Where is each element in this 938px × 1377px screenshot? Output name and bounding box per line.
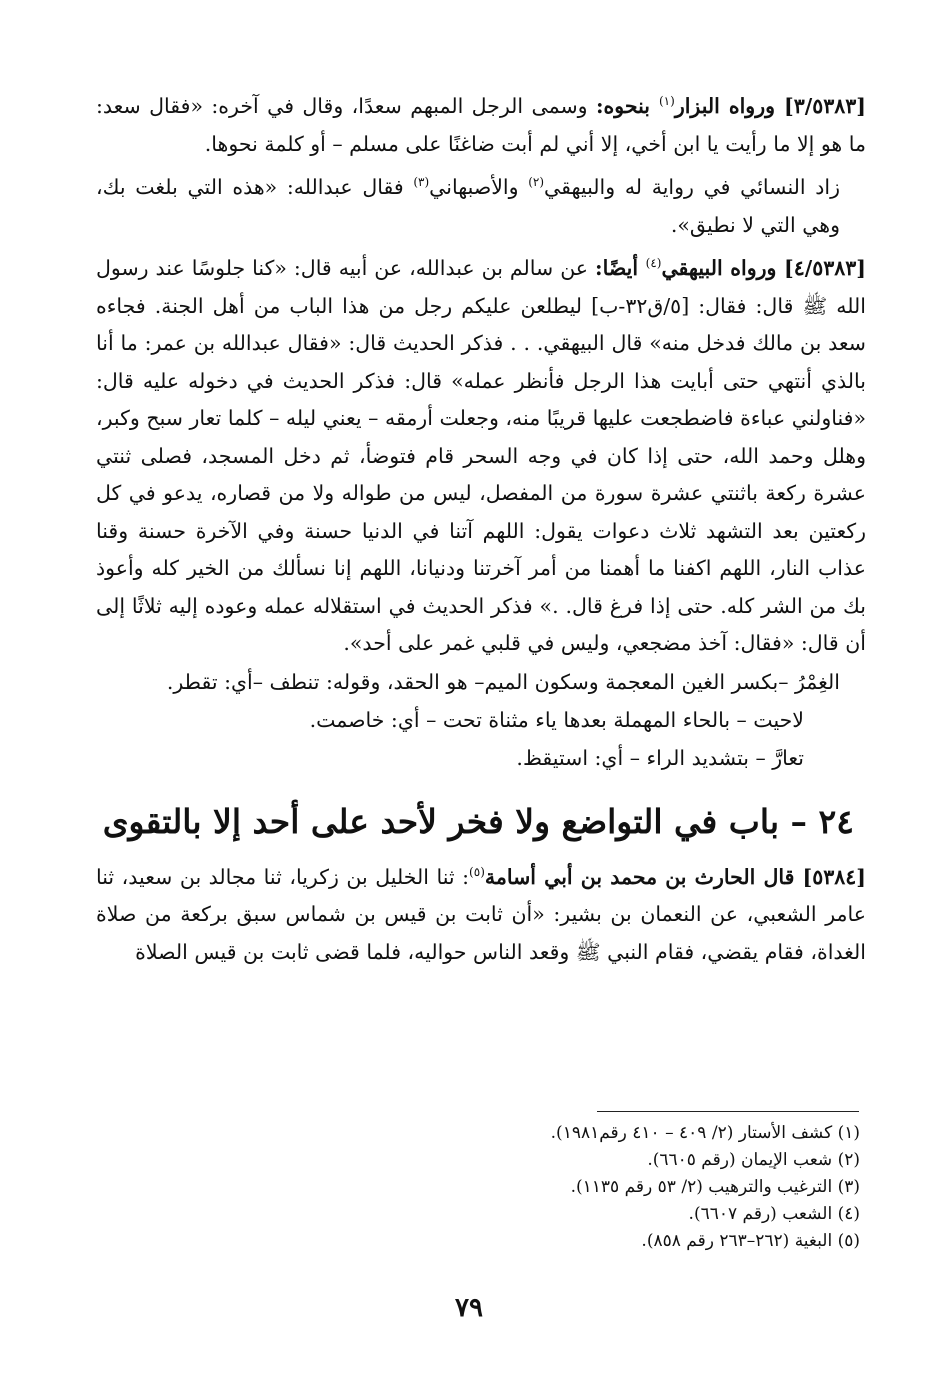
page-body [96,88,866,971]
hadith-ref: [٣/٥٣٨٣] [784,94,866,118]
paragraph-text: والأصبهاني [429,175,529,199]
paragraph-harith [96,859,866,972]
narration-lead: ورواه البيهقي [661,256,785,280]
narration-lead: قال الحارث بن محمد بن أبي أسامة [484,864,803,889]
narration-lead: بنحوه: [595,94,659,118]
gloss-line: الغِمْرُ –بكسر الغين المعجمة وسكون الميم– هو الحقد، وقوله: تنطف –أي: تقطر. [166,669,840,694]
footnote-marker: (٥) [469,864,485,879]
paragraph-bazzar [96,88,866,163]
hadith-ref: [٥٣٨٤] [802,864,866,889]
paragraph-text: وسمى الرجل المبهم سعدًا، وقال في آخره: «فقال سعد: ما هو إلا ما رأيت يا ابن أخي، إلا أني لم أبت ضاغنًا على مسلم – أو كلمة نحوها. [96,94,866,156]
paragraph-text: زاد النسائي في رواية له والبيهقي [544,175,840,199]
footnote-marker: (٤) [645,256,662,271]
gloss-line: لاحيت – بالحاء المهملة بعدها ياء مثناة تحت – أي: خاصمت. [309,707,804,732]
paragraph-nasai [96,169,866,244]
footnote: (٢) شعب الإيمان (رقم ٦٦٠٥). [647,1150,860,1170]
footnote-marker: (٣) [413,175,430,190]
paragraph-text: فقال عبدالله: «هذه التي بلغت بك، وهي التي لا نطيق». [96,175,840,237]
paragraph-bayhaqi [96,250,866,663]
footnote: (٥) البغية (٢٦٢–٢٦٣ رقم ٨٥٨). [641,1231,860,1251]
narration-lead: ورواه البزار [674,94,785,118]
paragraph-text: : ثنا الخليل بن زكريا، ثنا مجالد بن سعيد، ثنا عامر الشعبي، عن النعمان بن بشير: «أن ثابت بن قيس بن شماس سبق بركعة من صلاة الغداة، فقام يقضي، فقام النبي ﷺ وقعد الناس حواليه، فلما قضى ثابت بن قيس الصلاة [96,864,866,964]
paragraph-text: عن سالم بن عبدالله، عن أبيه قال: «كنا جلوسًا عند رسول الله ﷺ قال: فقال: [٥/ق٣٢-ب] ليطلعن عليكم رجل من هذا الباب من أهل الجنة. فجاءه سعد بن مالك فدخل منه» قال البيهقي. . . فذكر الحديث قال: «فقال عبدالله بن عمر: ما أنا بالذي أنتهي حتى أبايت هذا الرجل فأنظر عمله» قال: فذكر الحديث في دخوله عليه قال: «فناولني عباءة فاضطجعت عليها قريبًا منه، وجعلت أرمقه – يعني ليله – كلما تعار سبح وكبر، وهلل وحمد الله، حتى إذا كان في وجه السحر قام فتوضأ، ثم دخل المسجد، فصلى ثنتي عشرة ركعة باثنتي عشرة سورة من المفصل، ليس من طواله ولا من قصاره، يدعو في كل ركعتين بعد التشهد ثلاث دعوات يقول: اللهم آتنا في الدنيا حسنة وفي الآخرة حسنة وقنا عذاب النار، اللهم اكفنا ما أهمنا من أمر آخرتنا ودنيانا، اللهم إنا نسألك من الخير كله وأعوذ بك من الشر كله. حتى إذا فرغ قال. .» فذكر الحديث في استقلاله عمله وعوده إليه ثلاثًا إلى أن قال: «فقال: آخذ مضجعي، وليس في قلبي غمر على أحد». [96,256,866,655]
chapter-heading: ٢٤ – باب في التواضع ولا فخر لأحد على أحد إلا بالتقوى [102,801,854,841]
footnote: (١) كشف الأستار (٢/ ٤٠٩ – ٤١٠ رقم١٩٨١). [550,1123,860,1143]
footnote-marker: (١) [658,94,675,109]
page-number: ٧٩ [455,1293,483,1323]
gloss-line: تعارَّ – بتشديد الراء – أي: استيقظ. [516,745,804,770]
footnote: (٣) الترغيب والترهيب (٢/ ٥٣ رقم ١١٣٥). [570,1177,860,1197]
footnote-marker: (٢) [528,175,545,190]
footnotes [440,1120,860,1255]
footnote-divider [597,1111,859,1112]
hadith-ref: [٤/٥٣٨٣] [784,256,866,280]
footnote: (٤) الشعب (رقم ٦٦٠٧). [688,1204,860,1224]
narration-lead: أيضًا: [595,256,646,280]
